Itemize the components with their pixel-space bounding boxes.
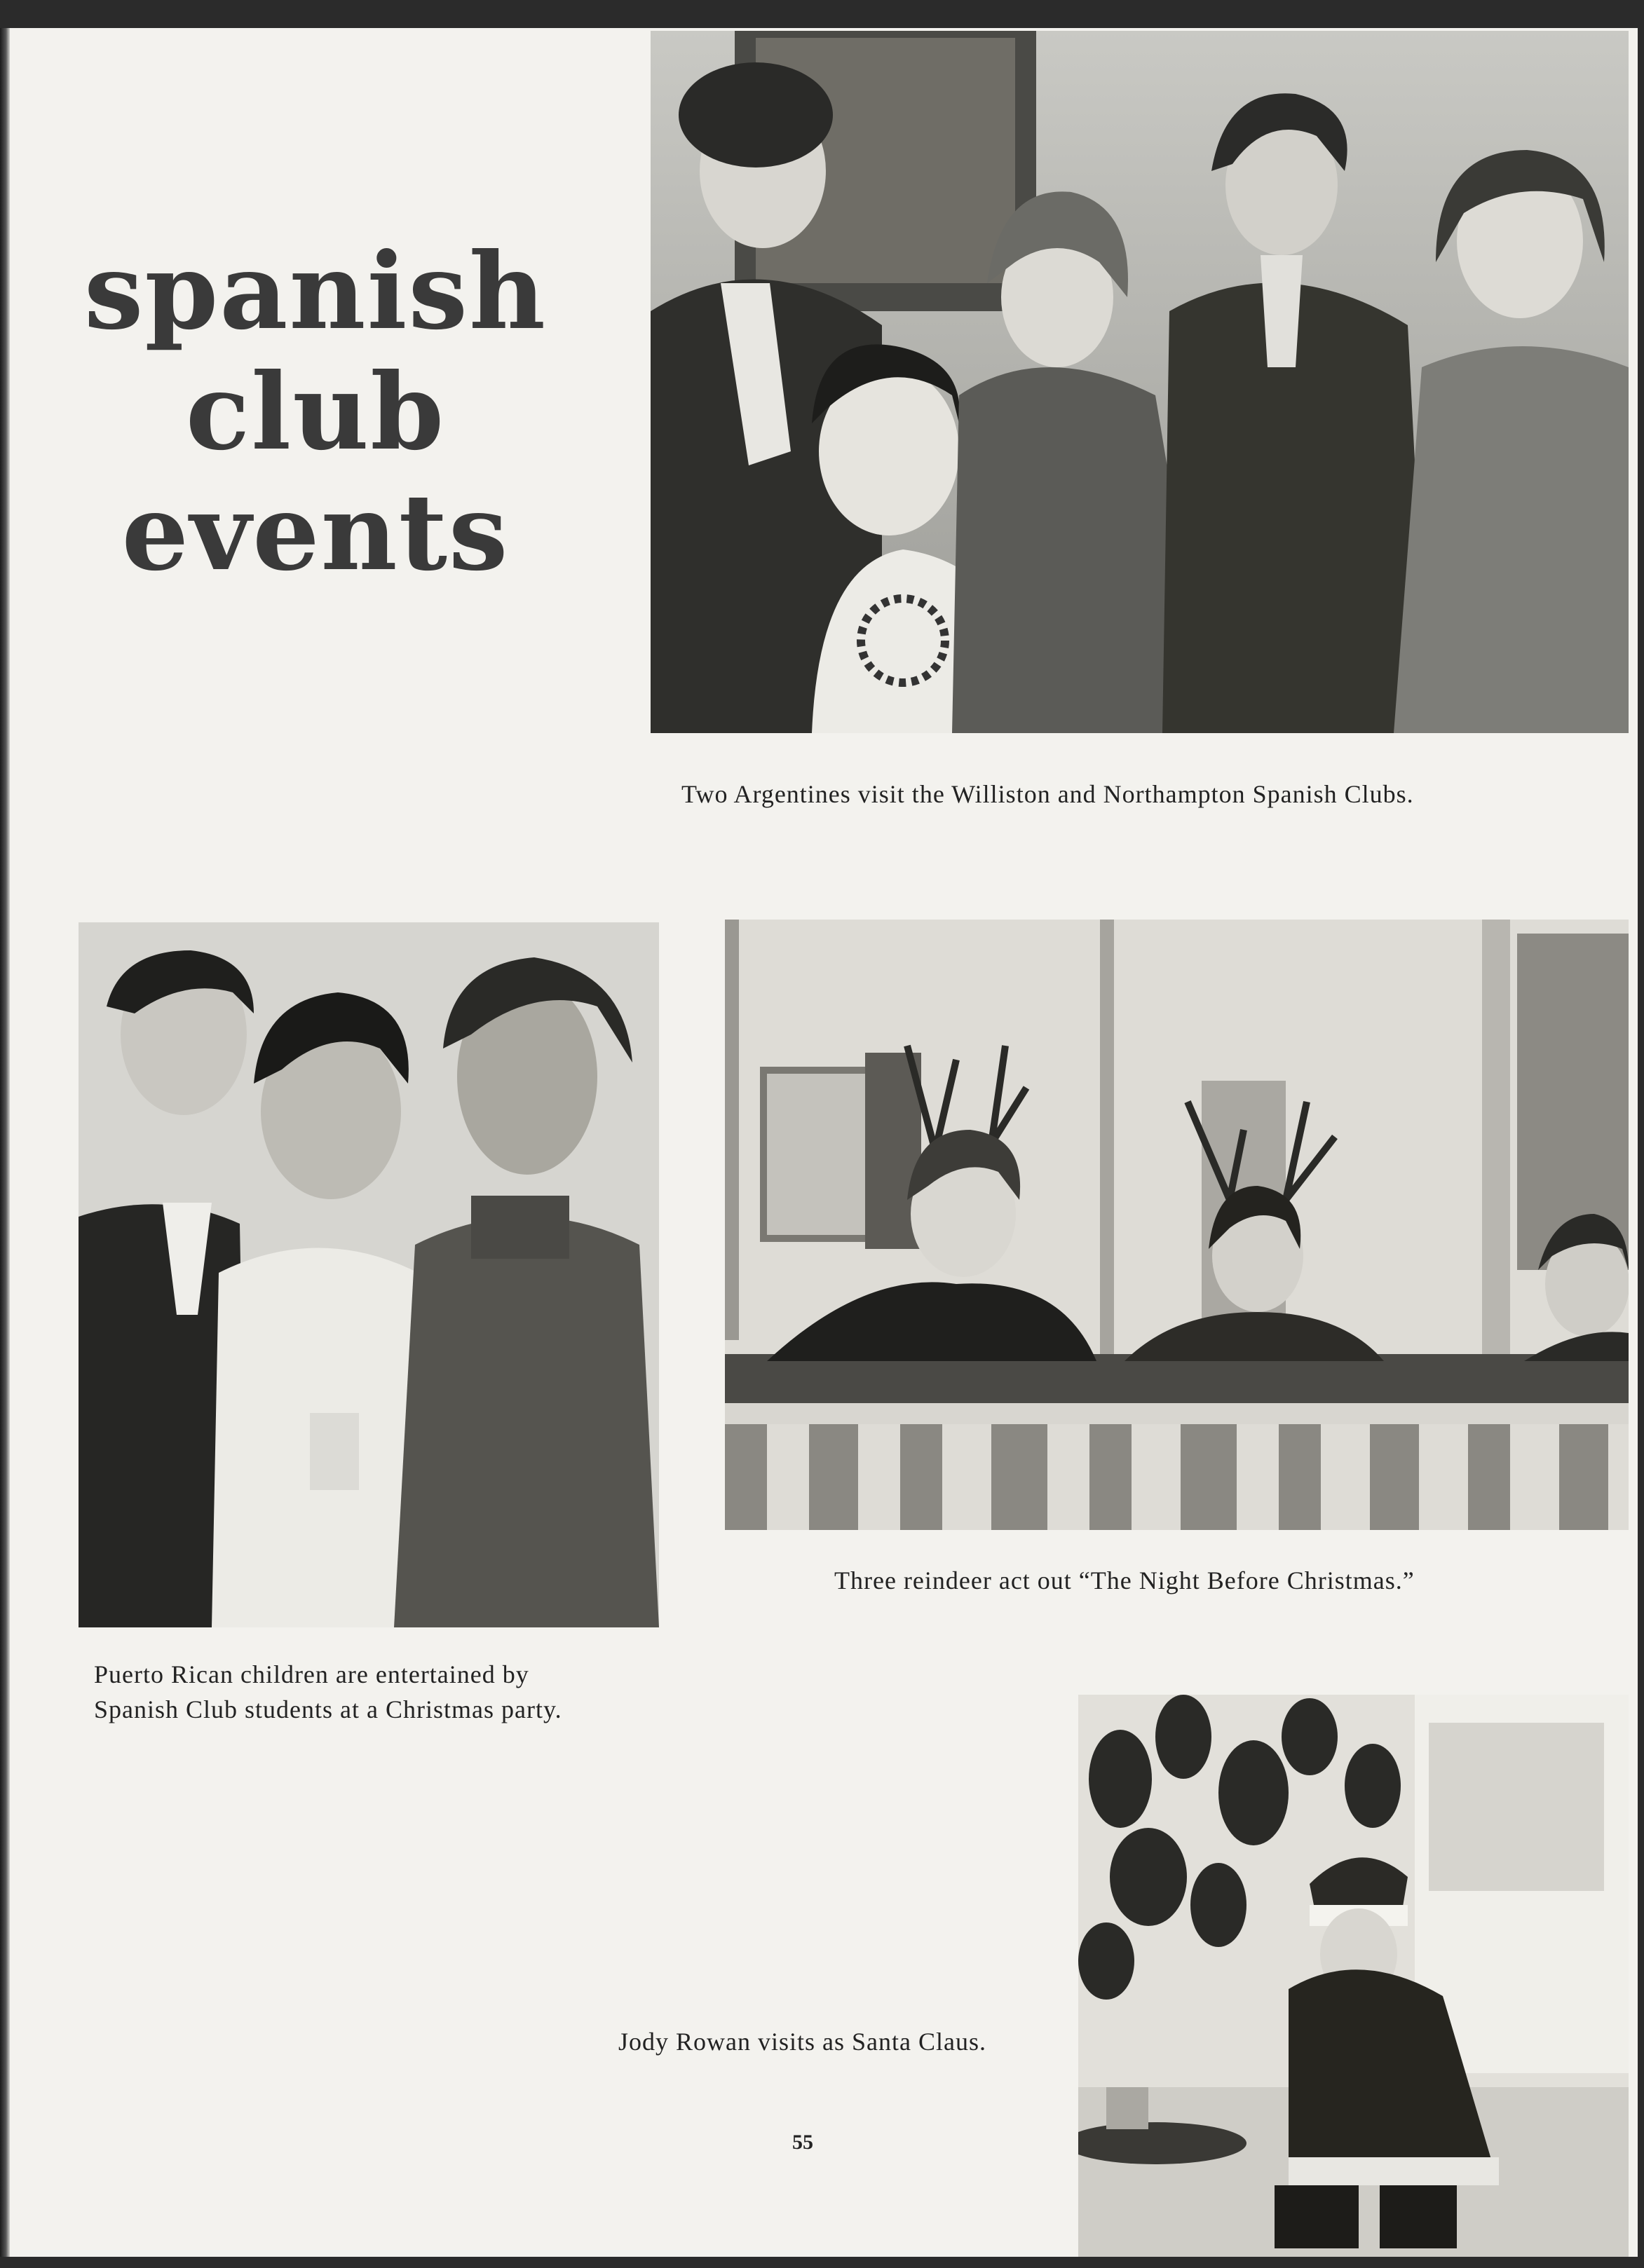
caption-reindeer: Three reindeer act out “The Night Before Christmas.” [834,1566,1415,1594]
title-line-events: events [121,471,510,594]
photo-argentines-group [651,31,1629,733]
caption-argentines: Two Argentines visit the Williston and Northampton Spanish Clubs. [681,780,1414,808]
caption-santa: Jody Rowan visits as Santa Claus. [618,2028,986,2056]
caption-children-line2: Spanish Club students at a Christmas party. [94,1695,562,1723]
caption-children-line1: Puerto Rican children are entertained by [94,1660,529,1688]
binding-edge [0,28,10,2257]
photo-puerto-rican-children [79,922,659,1627]
photo-santa-claus [1078,1695,1629,2257]
page-title [77,231,554,593]
page-number: 55 [792,2131,813,2154]
title-line-spanish: spanish [83,230,548,353]
title-line-club: club [185,350,446,474]
caption-children [94,1657,669,1727]
photo-three-reindeer [725,920,1629,1530]
